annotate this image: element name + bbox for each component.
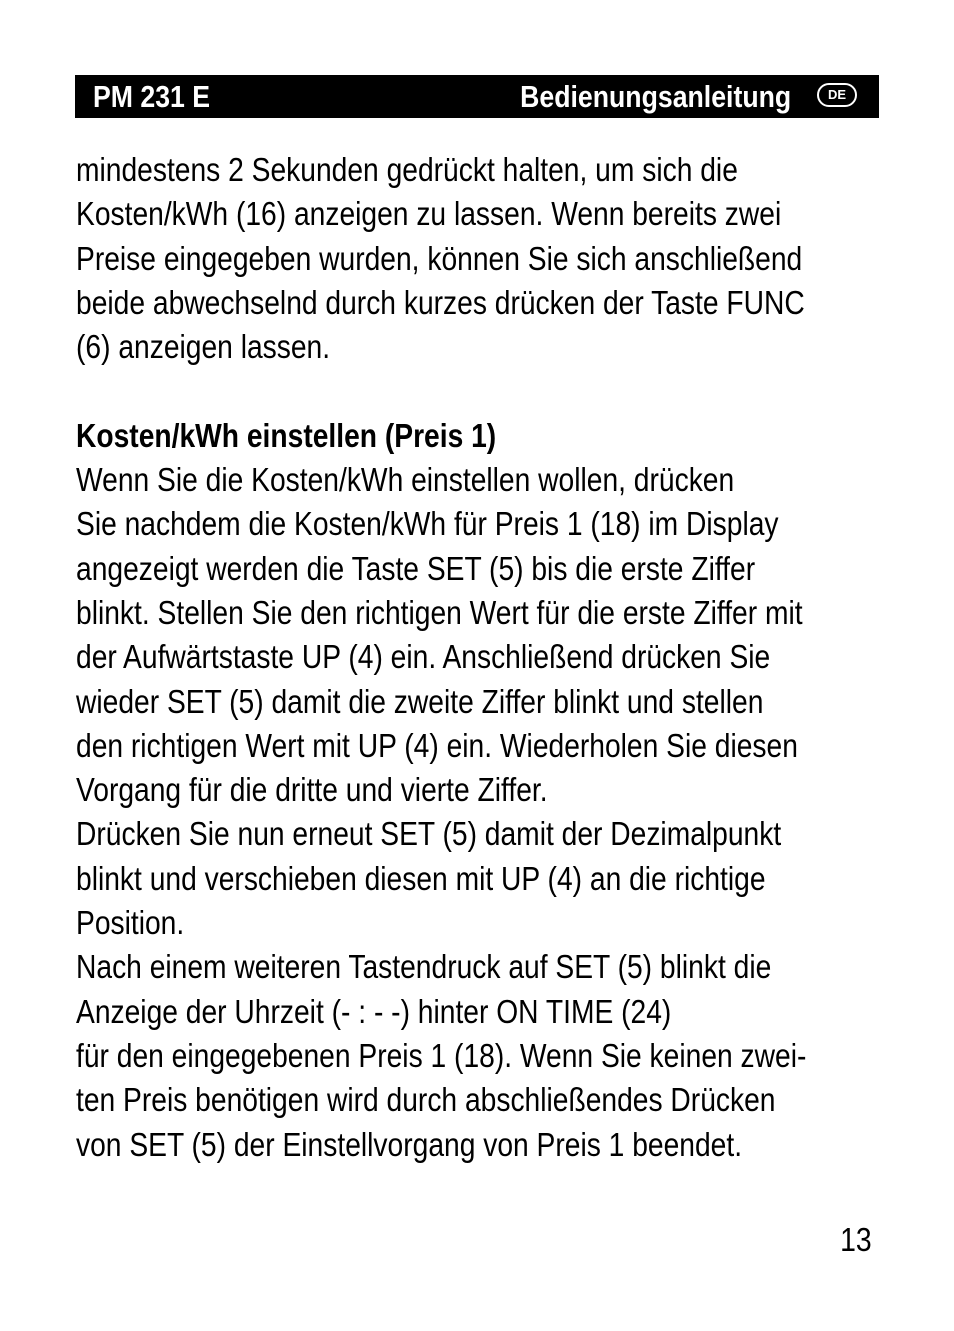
text-line: Kosten/kWh (16) anzeigen zu lassen. Wenn bereits zwei [76,195,782,233]
page-number: 13 [840,1221,872,1258]
text-line: den richtigen Wert mit UP (4) ein. Wiederholen Sie diesen [76,726,798,764]
header-bar [75,75,879,118]
text-line: Sie nachdem die Kosten/kWh für Preis 1 (18) im Display [76,505,779,543]
text-line: von SET (5) der Einstellvorgang von Preis 1 beendet. [76,1125,743,1163]
text-line: Position. [76,904,185,942]
section-heading: Kosten/kWh einstellen (Preis 1) [76,416,497,454]
text-line: Drücken Sie nun erneut SET (5) damit der Dezimalpunkt [76,815,782,853]
text-line: der Aufwärtstaste UP (4) ein. Anschließend drücken Sie [76,638,771,676]
text-line: ten Preis benötigen wird durch abschließendes Drücken [76,1081,776,1119]
text-line: wieder SET (5) damit die zweite Ziffer blinkt und stellen [76,682,764,720]
text-line: mindestens 2 Sekunden gedrückt halten, um sich die [76,151,738,188]
text-line: beide abwechselnd durch kurzes drücken der Taste FUNC [76,283,805,321]
section-body [76,458,954,1167]
text-line: (6) anzeigen lassen. [76,328,331,366]
paragraph-spacer [76,369,954,413]
intro-paragraph [76,148,954,369]
text-line: Vorgang für die dritte und vierte Ziffer. [76,771,548,809]
text-line: Preise eingegeben wurden, können Sie sich anschließend [76,239,803,277]
text-line: Nach einem weiteren Tastendruck auf SET (5) blinkt die [76,948,772,986]
text-line: blinkt. Stellen Sie den richtigen Wert für die erste Ziffer mit [76,593,803,631]
text-line: Wenn Sie die Kosten/kWh einstellen wollen, drücken [76,461,735,499]
language-badge: DE [817,83,857,107]
text-line: angezeigt werden die Taste SET (5) bis die erste Ziffer [76,549,756,587]
page-content [76,148,954,1167]
manual-title: Bedienungsanleitung [519,79,791,114]
text-line: für den eingegebenen Preis 1 (18). Wenn Sie keinen zwei- [76,1036,807,1074]
text-line: blinkt und verschieben diesen mit UP (4) an die richtige [76,859,766,897]
model-name: PM 231 E [93,79,211,114]
text-line: Anzeige der Uhrzeit (- : - -) hinter ON TIME (24) [76,992,672,1030]
